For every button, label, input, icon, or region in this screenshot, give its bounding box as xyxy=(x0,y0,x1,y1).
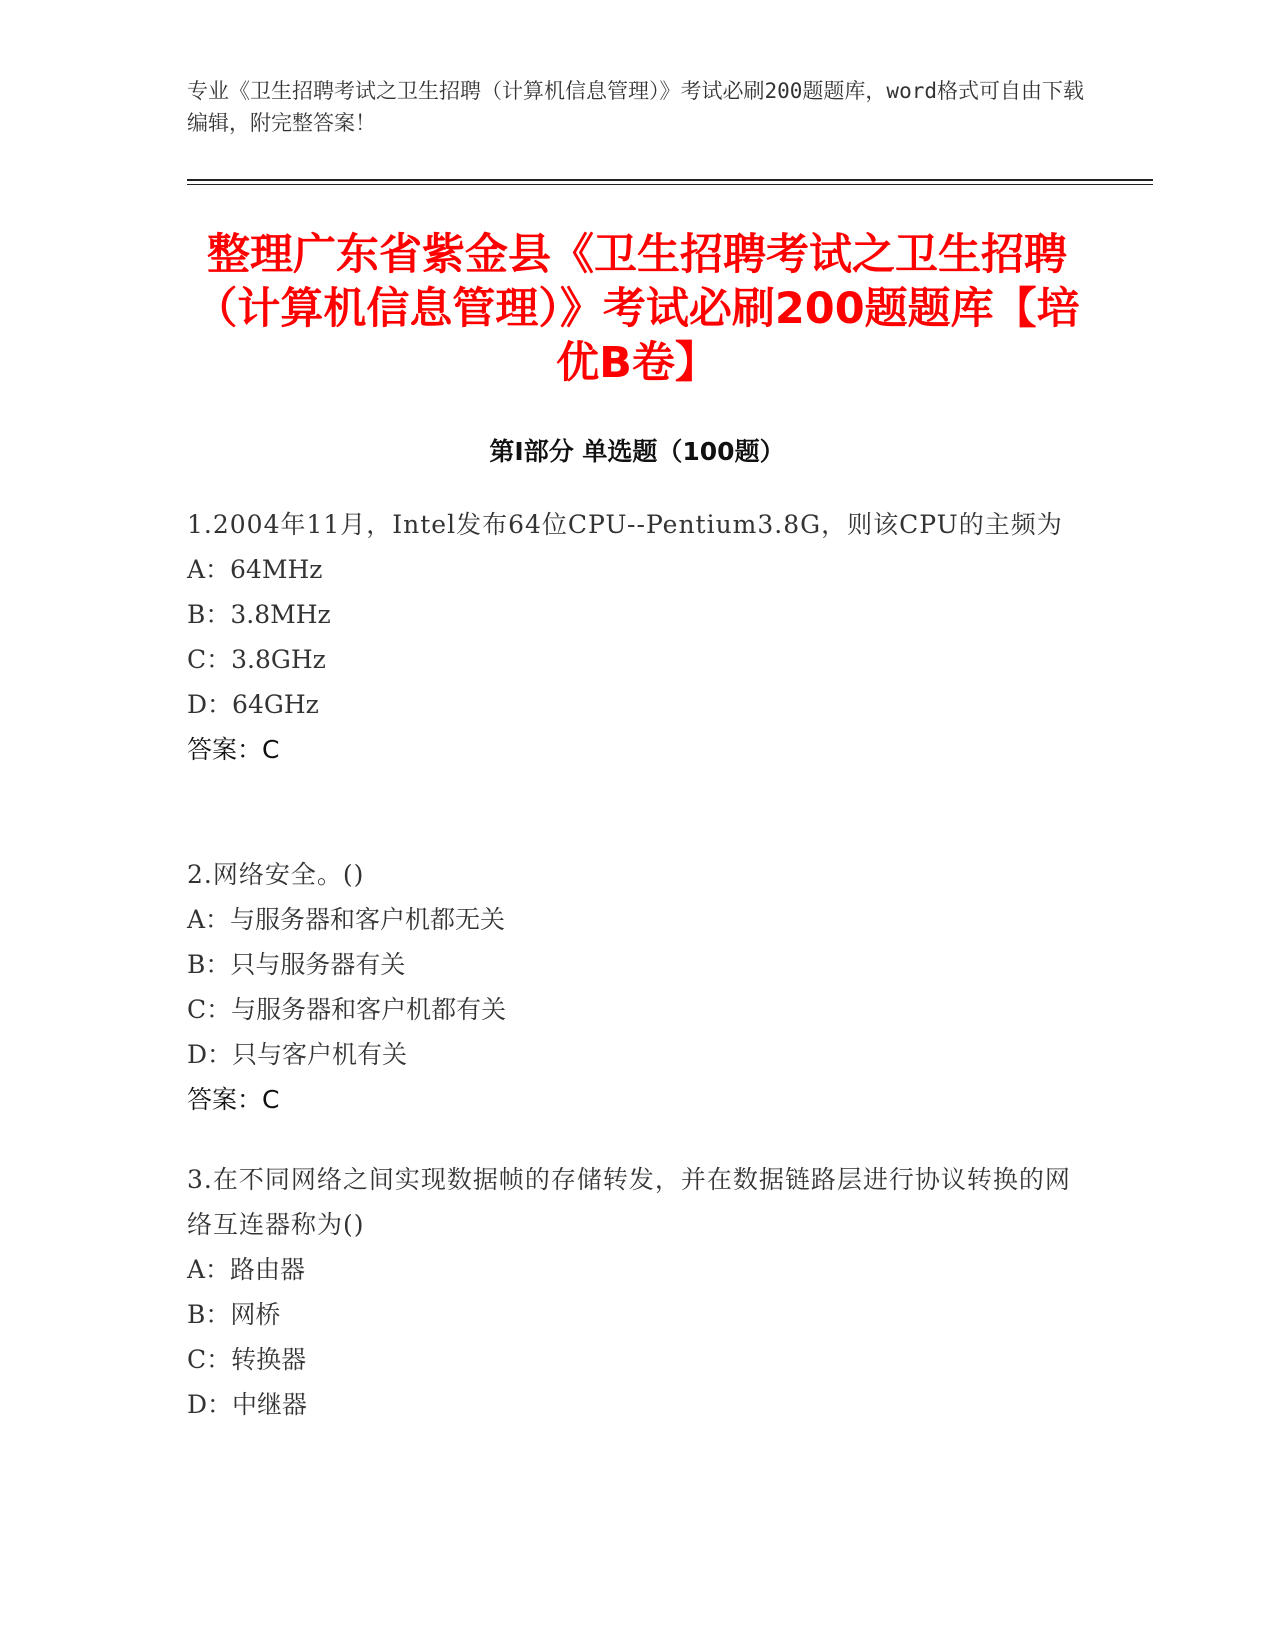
option-a: A：与服务器和客户机都无关 xyxy=(187,905,506,934)
option-b: B：3.8MHz xyxy=(187,600,331,629)
option-b: B：只与服务器有关 xyxy=(187,950,406,979)
option-c: C：3.8GHz xyxy=(187,645,326,674)
question-text: 1.2004年11月，Intel发布64位CPU--Pentium3.8G，则该CPU的主频为 xyxy=(187,510,1063,539)
question-3 xyxy=(187,1157,1087,1427)
option-c: C：与服务器和客户机都有关 xyxy=(187,995,507,1024)
header-note: 专业《卫生招聘考试之卫生招聘（计算机信息管理）》考试必刷200题题库，word格式可自由下载编辑，附完整答案！ xyxy=(187,79,1084,135)
option-d: D：中继器 xyxy=(187,1390,308,1419)
question-text: 2.网络安全。() xyxy=(187,860,365,889)
question-text: 3.在不同网络之间实现数据帧的存储转发，并在数据链路层进行协议转换的网络互连器称为() xyxy=(187,1165,1071,1239)
header-divider-thin xyxy=(187,184,1153,185)
option-a: A：路由器 xyxy=(187,1255,306,1284)
option-d: D：64GHz xyxy=(187,690,319,719)
header-divider xyxy=(187,179,1153,181)
option-c: C：转换器 xyxy=(187,1345,307,1374)
answer-line: 答案：C xyxy=(187,1085,280,1114)
option-a: A：64MHz xyxy=(187,555,323,584)
option-d: D：只与客户机有关 xyxy=(187,1040,408,1069)
question-1 xyxy=(187,502,1087,772)
section-heading: 第Ⅰ部分 单选题（100题） xyxy=(489,437,785,466)
document-title: 整理广东省紫金县《卫生招聘考试之卫生招聘（计算机信息管理）》考试必刷200题题库【培优B卷】 xyxy=(194,230,1080,388)
option-b: B：网桥 xyxy=(187,1300,281,1329)
question-2 xyxy=(187,852,1087,1122)
answer-line: 答案：C xyxy=(187,735,280,764)
